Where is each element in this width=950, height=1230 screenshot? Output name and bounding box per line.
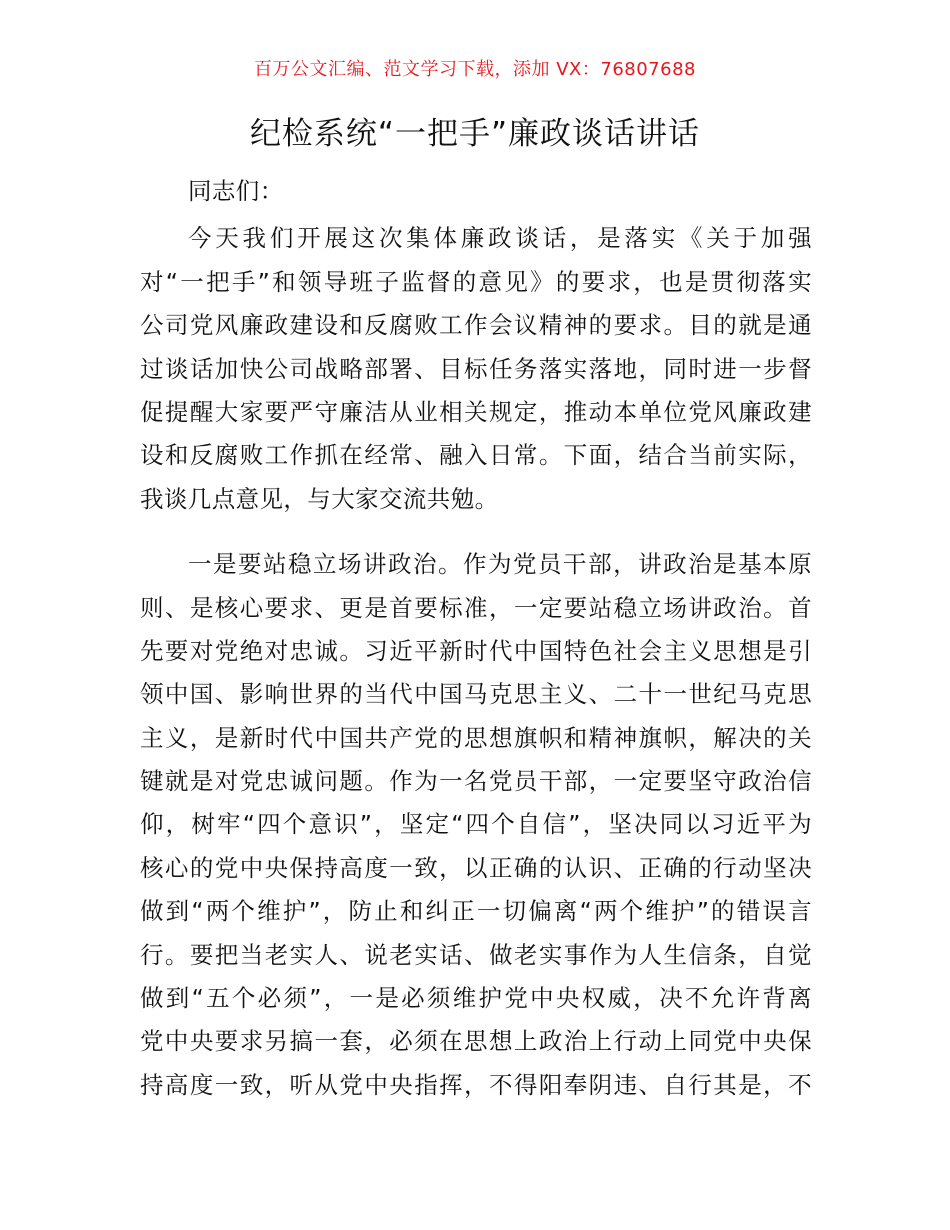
paragraph-line: 先要对党绝对忠诚。习近平新时代中国特色社会主义思想是引	[140, 636, 812, 665]
paragraph-line: 则、是核心要求、更是首要标准，一定要站稳立场讲政治。首	[140, 593, 812, 622]
paragraph-line: 设和反腐败工作抓在经常、融入日常。下面，结合当前实际，	[140, 441, 812, 470]
document-title: 纪检系统“一把手”廉政谈话讲话	[249, 116, 701, 152]
paragraph-line: 今天我们开展这次集体廉政谈话，是落实《关于加强	[188, 224, 812, 253]
paragraph-2	[140, 543, 812, 1107]
salutation: 同志们：	[188, 177, 284, 205]
paragraph-line: 我谈几点意见，与大家交流共勉。	[140, 484, 499, 513]
paragraph-line: 领中国、影响世界的当代中国马克思主义、二十一世纪马克思	[140, 680, 812, 709]
paragraph-line: 党中央要求另搞一套，必须在思想上政治上行动上同党中央保	[140, 1027, 812, 1056]
document-body	[140, 170, 812, 1107]
paragraph-line: 做到“五个必须”，一是必须维护党中央权威，决不允许背离	[140, 984, 812, 1013]
paragraph-line: 主义，是新时代中国共产党的思想旗帜和精神旗帜，解决的关	[140, 723, 812, 752]
paragraph-line: 一是要站稳立场讲政治。作为党员干部，讲政治是基本原	[188, 550, 812, 579]
header-ad-banner: 百万公文汇编、范文学习下载，添加 VX：76807688	[254, 59, 696, 80]
paragraph-line: 仰，树牢“四个意识”，坚定“四个自信”，坚决同以习近平为	[140, 810, 812, 839]
paragraph-line: 促提醒大家要严守廉洁从业相关规定，推动本单位党风廉政建	[140, 397, 812, 426]
paragraph-line: 公司党风廉政建设和反腐败工作会议精神的要求。目的就是通	[140, 311, 812, 340]
paragraph-line: 键就是对党忠诚问题。作为一名党员干部，一定要坚守政治信	[140, 767, 812, 796]
paragraph-line: 对“一把手”和领导班子监督的意见》的要求，也是贯彻落实	[140, 267, 812, 296]
paragraph-line: 核心的党中央保持高度一致，以正确的认识、正确的行动坚决	[140, 853, 812, 882]
paragraph-line: 持高度一致，听从党中央指挥，不得阳奉阴违、自行其是，不	[140, 1070, 812, 1099]
paragraph-line: 做到“两个维护”，防止和纠正一切偏离“两个维护”的错误言	[140, 897, 812, 926]
paragraph-1	[140, 217, 812, 521]
paragraph-line: 行。要把当老实人、说老实话、做老实事作为人生信条，自觉	[140, 940, 812, 969]
paragraph-line: 过谈话加快公司战略部署、目标任务落实落地，同时进一步督	[140, 354, 812, 383]
